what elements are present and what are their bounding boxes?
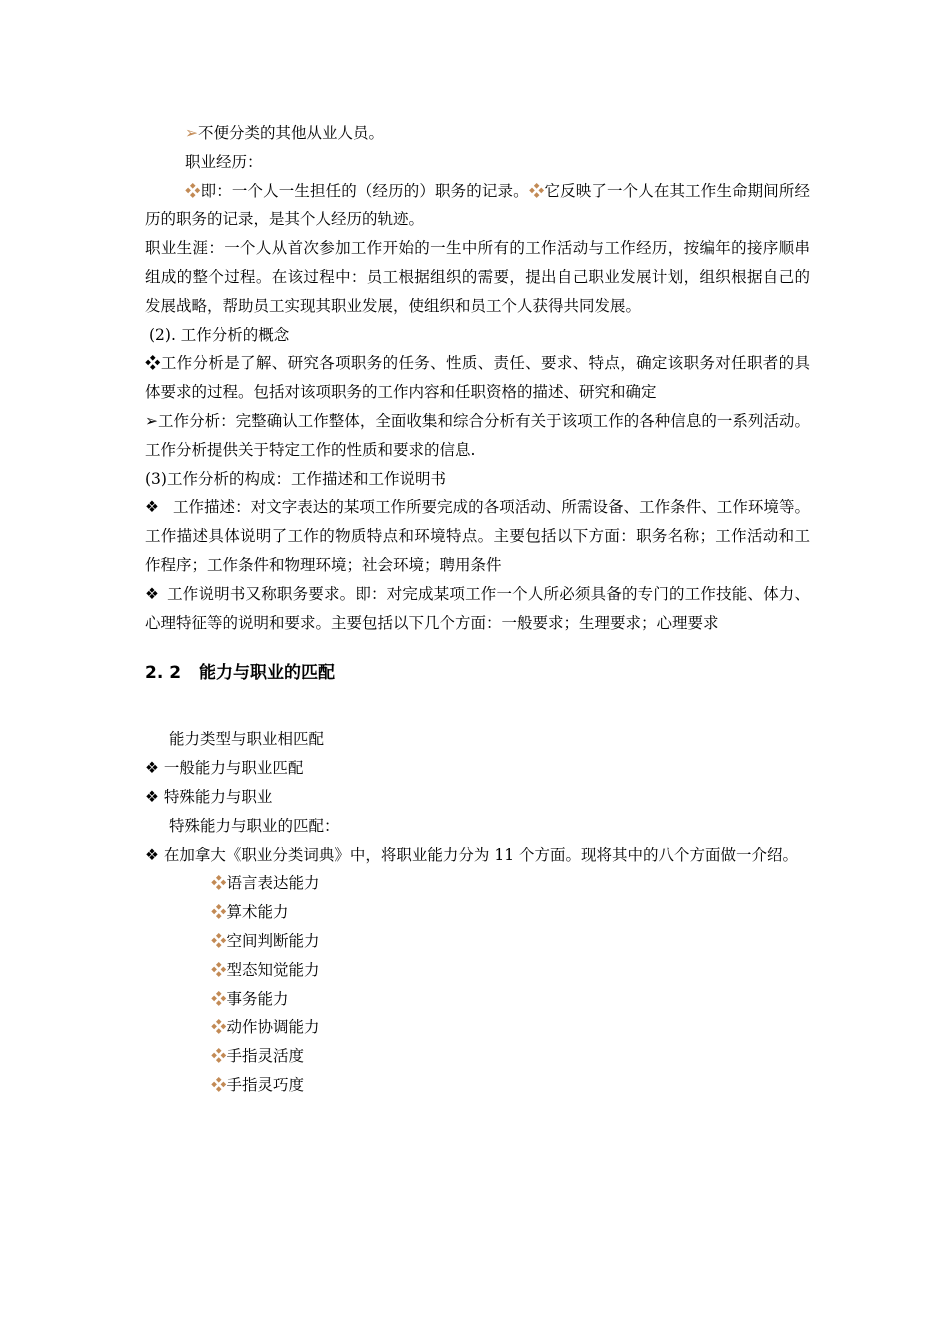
diamond-bullet-icon: ❖ [211,989,227,1008]
diamond-bullet-icon: ❖ [528,181,545,200]
list-item: ❖型态知觉能力 [211,960,320,979]
document-body [145,119,810,1100]
diamond-bullet-icon: ❖ [185,181,201,200]
list-item: ❖算术能力 [211,903,289,922]
paragraph-job-analysis-structure: (3)工作分析的构成：工作描述和工作说明书 [145,469,446,488]
list-item: ❖动作协调能力 [211,1018,320,1037]
ability-list [145,869,810,1099]
diamond-bullet-icon: ❖ [211,874,227,893]
paragraph-job-analysis-activity: ➢工作分析：完整确认工作整体，全面收集和综合分析有关于该项工作的各种信息的一系列活动。工作分析提供关于特定工作的性质和要求的信息. [145,411,810,459]
diamond-bullet-icon: ❖ [211,1018,227,1037]
paragraph-general-ability: ❖ 一般能力与职业匹配 [145,759,304,778]
paragraph-job-analysis-definition: ❖工作分析是了解、研究各项职务的任务、性质、责任、要求、特点，确定该职务对任职者的具体要求的过程。包括对该项职务的工作内容和任职资格的描述、研究和确定 [145,354,810,402]
section-number: 2. 2 [145,663,182,684]
paragraph-other-workers: ➢不便分类的其他从业人员。 [185,124,385,142]
diamond-bullet-icon: ❖ [211,903,227,922]
paragraph-ability-type-matching: 能力类型与职业相匹配 [169,730,325,749]
paragraph-career-experience-definition: ❖即：一个人一生担任的（经历的）职务的记录。❖它反映了一个人在其工作生命期间所经历的职务的记录，是其个人经历的轨迹。 [145,181,810,229]
diamond-bullet-icon: ❖ [145,498,159,517]
list-item: ❖事务能力 [211,989,289,1008]
paragraph-career-experience-label: 职业经历： [185,152,263,171]
diamond-bullet-icon: ❖ [211,1075,227,1094]
paragraph-special-ability-matching: 特殊能力与职业的匹配： [169,816,340,835]
list-item: ❖语言表达能力 [211,874,320,893]
arrow-bullet-icon: ➢ [185,124,198,142]
diamond-bullet-icon: ❖ [145,584,160,603]
list-item: ❖空间判断能力 [211,931,320,950]
diamond-bullet-icon: ❖ [211,960,227,979]
paragraph-career-definition: 职业生涯：一个人从首次参加工作开始的一生中所有的工作活动与工作经历，按编年的接序顺串组成的整个过程。在该过程中：员工根据组织的需要，提出自己职业发展计划，组织根据自己的发展战略，帮助员工实现其职业发展，使组织和员工个人获得共同发展。 [145,239,810,315]
diamond-bullet-icon: ❖ [145,759,159,778]
arrow-bullet-icon: ➢ [145,411,158,430]
diamond-bullet-icon: ❖ [145,354,161,373]
list-item: ❖手指灵巧度 [211,1075,305,1094]
section-title: 能力与职业的匹配 [199,663,336,684]
paragraph-canada-dictionary: ❖ 在加拿大《职业分类词典》中，将职业能力分为 11 个方面。现将其中的八个方面做一介绍。 [145,845,798,864]
paragraph-job-specification: ❖ 工作说明书又称职务要求。即：对完成某项工作一个人所必须具备的专门的工作技能、体力、心理特征等的说明和要求。主要包括以下几个方面：一般要求；生理要求；心理要求 [145,584,810,632]
paragraph-job-analysis-concept: (2). 工作分析的概念 [149,325,290,344]
diamond-bullet-icon: ❖ [211,1047,227,1066]
diamond-bullet-icon: ❖ [211,931,227,950]
diamond-bullet-icon: ❖ [145,787,159,806]
list-item: ❖手指灵活度 [211,1047,305,1066]
paragraph-job-description: ❖ 工作描述：对文字表达的某项工作所要完成的各项活动、所需设备、工作条件、工作环境等。工作描述具体说明了工作的物质特点和环境特点。主要包括以下方面：职务名称；工作活动和工作程序；工作条件和物理环境；社会环境；聘用条件 [145,498,810,574]
section-heading [145,661,810,685]
diamond-bullet-icon: ❖ [145,845,159,864]
paragraph-special-ability: ❖ 特殊能力与职业 [145,787,273,806]
